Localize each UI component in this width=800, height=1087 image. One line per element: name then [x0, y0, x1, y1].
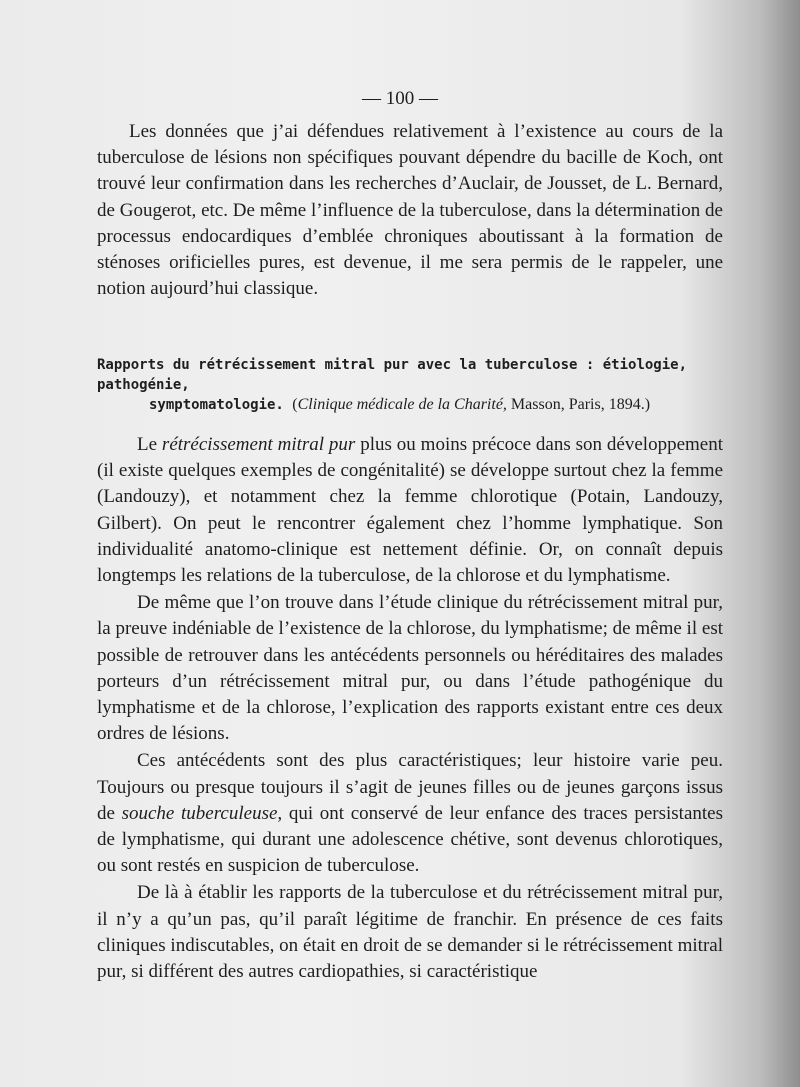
- body-paragraph-3: [97, 748, 723, 879]
- p1-rest: plus ou moins précoce dans son développement (il existe quelques exemples de congénitalité) se développe surtout chez la femme (Landouzy), et notamment chez la femme chlorotique (Potain, Landouzy, Gilbert). On peut le rencontrer également chez l’homme lymphatique. Son individualité anatomo-clinique est nettement définie. Or, on connaît depuis longtemps les relations de la tuberculose, de la chlorose et du lymphatisme.: [97, 434, 723, 587]
- heading-line-2: [97, 395, 723, 415]
- p3-emphasis: souche tuberculeuse,: [121, 802, 283, 824]
- body-paragraph-4: De là à établir les rapports de la tuberculose et du rétrécissement mitral pur, il n’y a qu’un pas, qu’il paraît légitime de franchir. En présence de ces faits cliniques indiscutables, on était en droit de se demander si le rétrécissement mitral pur, si différent des autres cardiopathies, si caractéristique: [97, 882, 723, 983]
- intro-text: [97, 119, 723, 302]
- section-heading: [97, 355, 723, 415]
- heading-line-2-text: symptomatologie.: [149, 397, 284, 413]
- p3-start: Ces antécédents sont des plus caractéristiques; leur histoire varie peu. Toujours ou presque toujours il s’agit de jeunes filles ou de jeunes garçons issus de: [97, 750, 723, 824]
- reference-open: (: [292, 396, 298, 413]
- heading-reference: [292, 396, 650, 413]
- p3-rest: qui ont conservé de leur enfance des traces persistantes de lymphatisme, qui durant une adolescence chétive, sont devenus chlorotiques, ou sont restés en suspicion de tuberculose.: [97, 802, 723, 877]
- page-number: — 100 —: [362, 88, 438, 109]
- reference-title: Clinique médicale de la Charité,: [297, 396, 507, 413]
- p1-emphasis: rétrécissement mitral pur: [161, 434, 356, 455]
- reference-publisher: Masson, Paris, 1894.): [506, 396, 651, 413]
- p1-start: Le: [137, 434, 162, 455]
- intro-paragraph: Les données que j’ai défendues relativement à l’existence au cours de la tuberculose de lésions non spécifiques pouvant dépendre du bacille de Koch, ont trouvé leur confirmation dans les recherches d’Auclair, de Jousset, de L. Bernard, de Gougerot, etc. De même l’influence de la tuberculose, dans la détermination de processus endocardiques d’emblée chroniques aboutissant à la formation de sténoses orificielles pures, est devenue, il me sera permis de le rappeler, une notion aujourd’hui classique.: [97, 121, 723, 300]
- body-paragraph-1: [97, 432, 723, 589]
- body-text: [97, 432, 723, 985]
- heading-line-1: Rapports du rétrécissement mitral pur avec la tuberculose : étiologie, pathogénie,: [97, 357, 688, 393]
- body-paragraph-2: De même que l’on trouve dans l’étude clinique du rétrécissement mitral pur, la preuve indéniable de l’existence de la chlorose, du lymphatisme; de même il est possible de retrouver dans les antécédents personnels ou héréditaires des malades porteurs d’un rétrécissement mitral pur, ou dans l’étude pathogénique du lymphatisme et de la chlorose, l’explication des rapports existant entre ces deux ordres de lésions.: [97, 592, 723, 745]
